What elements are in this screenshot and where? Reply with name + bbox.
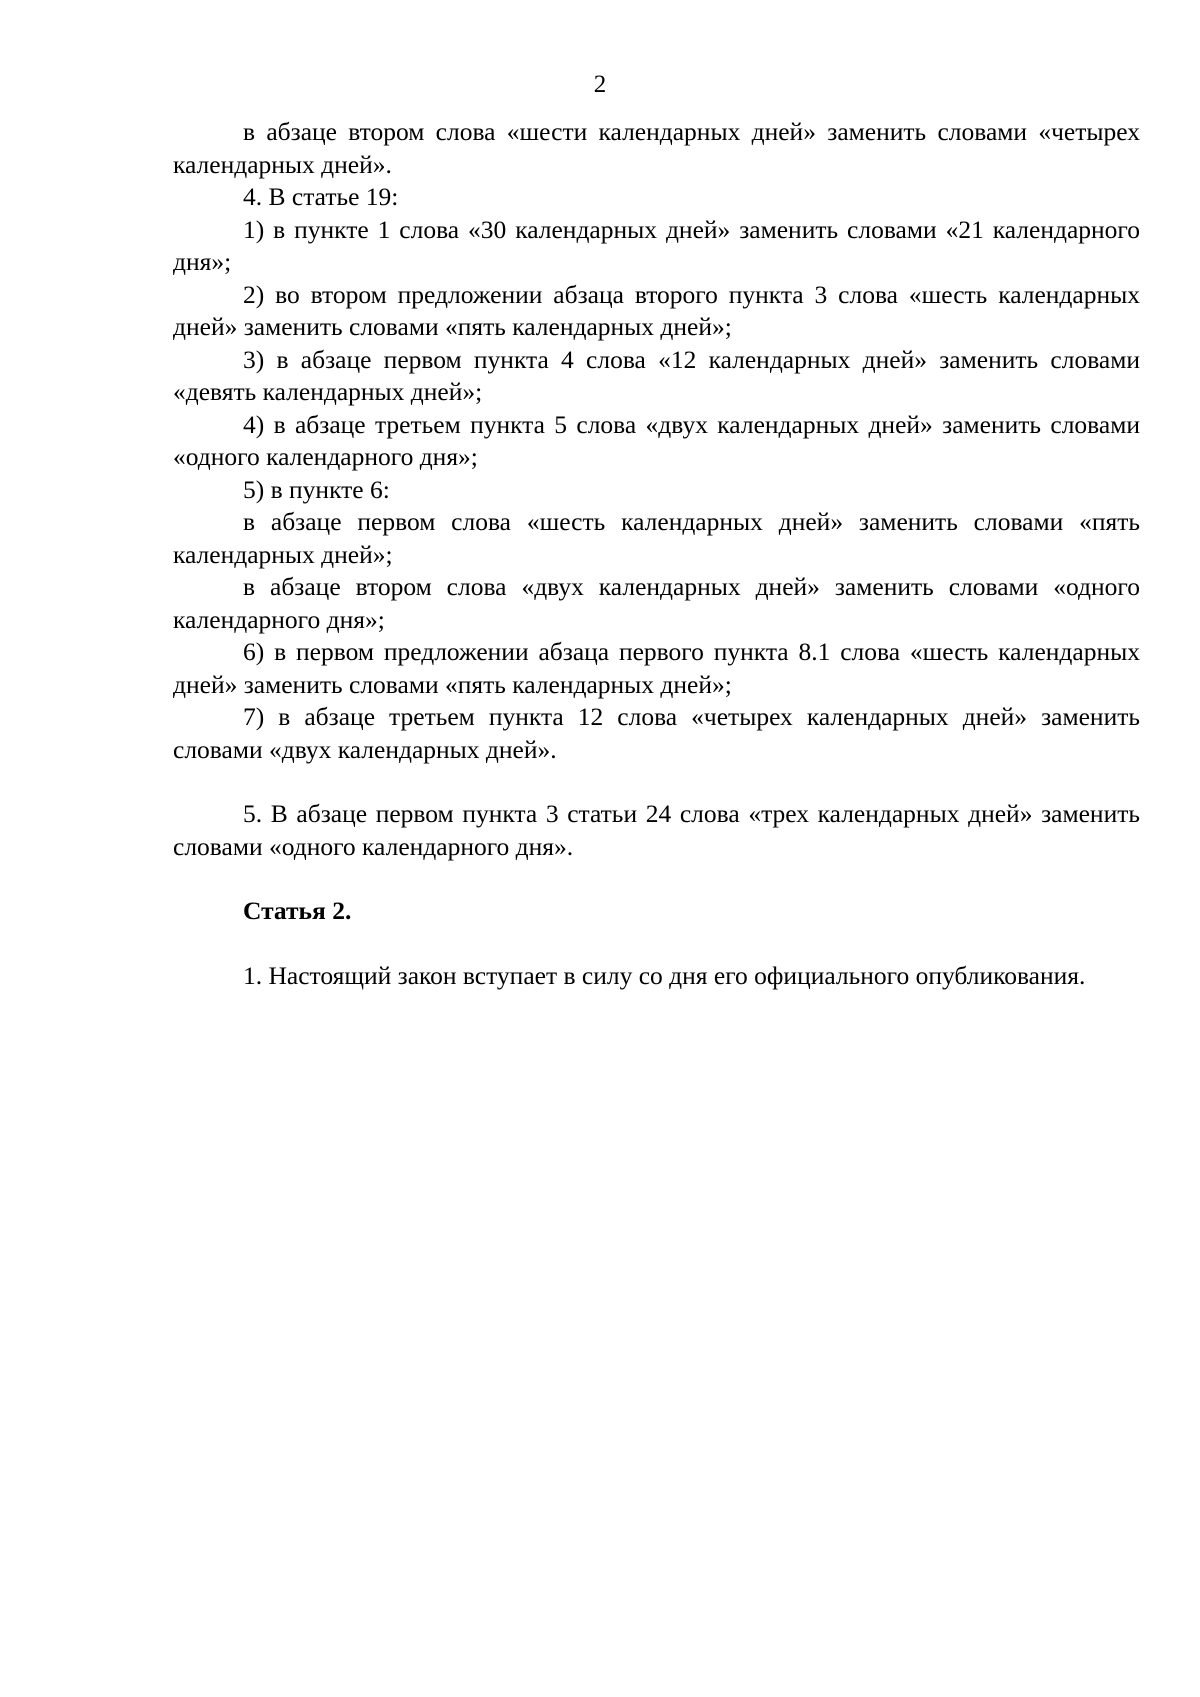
paragraph-item-7: 7) в абзаце третьем пункта 12 слова «четырех календарных дней» заменить словами «двух календарных дней». [173,702,1140,764]
page-number: 2 [593,71,607,98]
paragraph-abzac-vtorom: в абзаце втором слова «шести календарных дней» заменить словами «четырех календарных дней». [173,117,1140,179]
paragraph-article-24: 5. В абзаце первом пункта 3 статьи 24 слова «трех календарных дней» заменить словами «одного календарного дня». [173,799,1140,861]
article-2-paragraph-1: 1. Настоящий закон вступает в силу со дня его официального опубликования. [243,960,1086,990]
paragraph-item-4: 4) в абзаце третьем пункта 5 слова «двух календарных дней» заменить словами «одного календарного дня»; [173,409,1140,471]
paragraph-item-5-abzac-2: в абзаце втором слова «двух календарных дней» заменить словами «одного календарного дня»; [173,572,1140,634]
paragraph-item-2: 2) во втором предложении абзаца второго пункта 3 слова «шесть календарных дней» заменить словами «пять календарных дней»; [173,279,1140,341]
paragraph-article-19-intro: 4. В статье 19: [243,182,399,211]
paragraph-item-5: 5) в пункте 6: [243,474,390,504]
paragraph-item-5-abzac-1: в абзаце первом слова «шесть календарных дней» заменить словами «пять календарных дней»; [173,507,1140,569]
paragraph-item-6: 6) в первом предложении абзаца первого пункта 8.1 слова «шесть календарных дней» заменить словами «пять календарных дней»; [173,637,1140,699]
paragraph-item-3: 3) в абзаце первом пункта 4 слова «12 календарных дней» заменить словами «девять календарных дней»; [173,344,1140,406]
article-2-heading: Статья 2. [243,896,352,925]
document-body [173,116,1140,992]
paragraph-item-1: 1) в пункте 1 слова «30 календарных дней» заменить словами «21 календарного дня»; [173,214,1140,276]
